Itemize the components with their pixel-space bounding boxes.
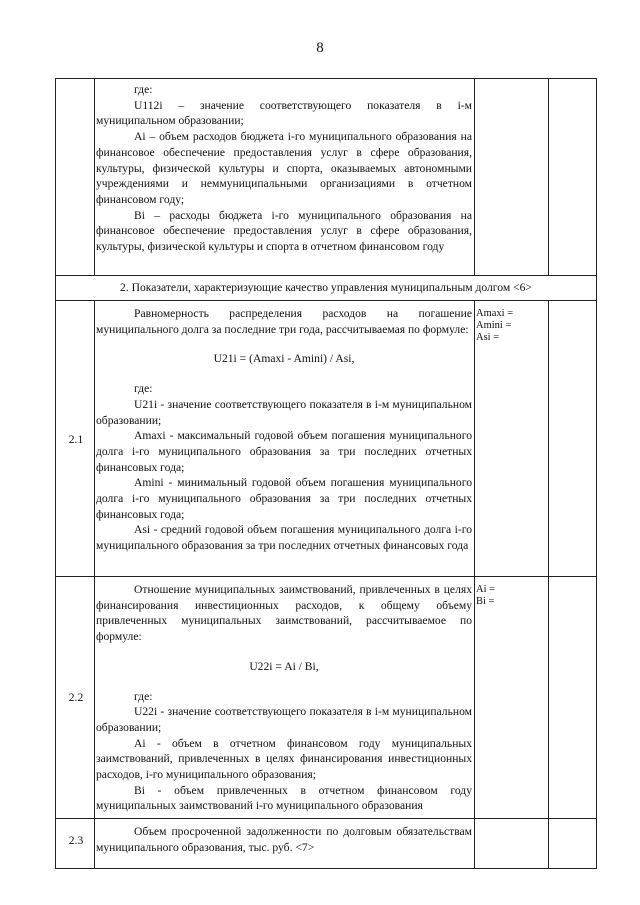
table-rule	[56, 78, 596, 79]
variable-value: Bi =	[476, 596, 495, 607]
variables-cell	[476, 584, 546, 608]
row-number: 2.2	[68, 691, 84, 704]
amax-definition: Amaxi - максимальный годовой объем погашения муниципального долга i-го муниципального образования за три последних отчетных финансовых года;	[96, 429, 472, 474]
ai-definition: Ai – объем расходов бюджета i-го муниципального образования на финансовое обеспечение предоставления услуг в сфере образования, культуры, физической культуры и спорта, оказываемых автономными учреждениями и неммуниципальными организациями в отчетном финансовом году;	[96, 130, 472, 206]
table-rule	[56, 868, 596, 869]
indicators-table	[55, 78, 597, 869]
asi-definition: Asi - средний годовой объем погашения муниципального долга i-го муниципального образования за три последних отчетных финансовых года	[96, 523, 472, 553]
formula: U21i = (Amaxi - Amini) / Asi,	[213, 352, 355, 366]
table-rule	[56, 275, 596, 276]
where-label: где:	[134, 689, 153, 703]
column-rule	[94, 78, 95, 275]
column-rule	[94, 300, 95, 869]
ai-definition: Ai - объем в отчетном финансовом году муниципальных заимствований, привлеченных в целях финансирования инвестиционных расходов, i-го муниципального образования;	[96, 736, 472, 782]
variables-cell	[476, 308, 546, 344]
u21-definition: U21i - значение соответствующего показателя в i-м муниципальном образовании;	[96, 397, 472, 427]
row-number: 2.3	[68, 834, 84, 847]
where-label: где:	[134, 382, 153, 396]
column-rule	[474, 78, 475, 275]
variable-value: Ai =	[476, 584, 496, 595]
row-number: 2.1	[68, 433, 84, 446]
page-number: 8	[316, 40, 324, 56]
u112-definition: U112i – значение соответствующего показателя в i-м муниципальном образовании;	[96, 98, 472, 128]
indicator-description: Объем просроченной задолженности по долговым обязательствам муниципального образования, тыс. руб. <7>	[96, 825, 472, 854]
row-2-1-text	[96, 306, 472, 554]
column-rule	[548, 300, 549, 869]
formula: U22i = Ai / Bi,	[249, 659, 319, 673]
u22-definition: U22i - значение соответствующего показателя в i-м муниципальном образовании;	[96, 705, 472, 734]
amin-definition: Amini - минимальный годовой объем погашения муниципального долга i-го муниципального образования за три последних отчетных финансовых года;	[96, 476, 472, 521]
bi-definition: Bi – расходы бюджета i-го муниципального образования на финансовое обеспечение предоставления услуг в сфере образования, культуры, физической культуры и спорта в отчетном финансовом году	[96, 208, 472, 254]
section-2-title: 2. Показатели, характеризующие качество управления муниципальным долгом <6>	[120, 281, 532, 294]
table-rule	[56, 576, 596, 577]
where-label: где:	[134, 83, 153, 96]
variable-value: Asi =	[476, 332, 500, 343]
column-rule	[548, 78, 549, 275]
bi-definition: Bi - объем привлеченных в отчетном финансовом году муниципальных заимствований i-го муниципального образования	[96, 783, 472, 813]
table-rule	[56, 818, 596, 819]
column-rule	[474, 300, 475, 869]
variable-value: Amini =	[476, 320, 512, 331]
indicator-description: Отношение муниципальных заимствований, привлеченных в целях финансирования инвестиционных расходов, к общему объему привлеченных муниципальных заимствований, рассчитываемое по формуле:	[96, 583, 472, 644]
row-2-2-text	[96, 582, 472, 814]
variable-value: Amaxi =	[476, 308, 514, 319]
row-1-text	[96, 82, 472, 255]
indicator-description: Равномерность распределения расходов на погашение муниципального долга за последние три года, рассчитываемая по формуле:	[96, 307, 472, 336]
row-2-3-text	[96, 824, 472, 855]
table-rule	[56, 300, 596, 301]
